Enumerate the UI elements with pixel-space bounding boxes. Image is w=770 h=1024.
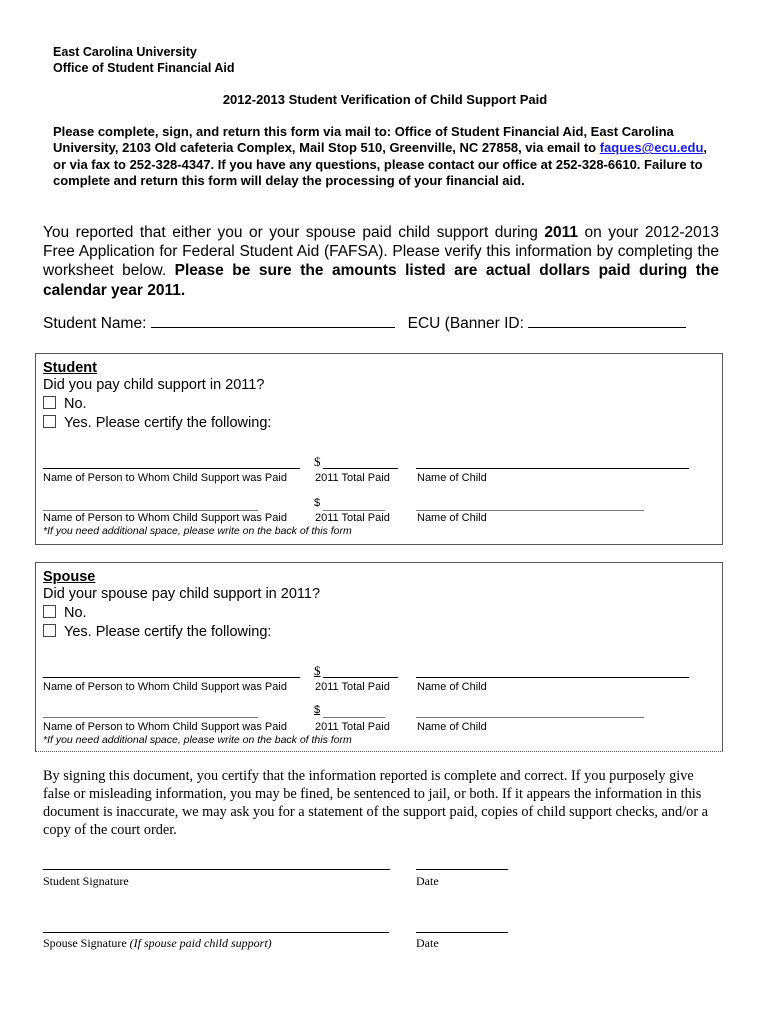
- student-option-yes-label: Yes. Please certify the following:: [64, 415, 272, 431]
- document-header: [53, 45, 235, 76]
- spouse-row2-person-field[interactable]: [43, 717, 258, 718]
- student-no-checkbox[interactable]: [43, 396, 56, 409]
- spouse-option-no: [43, 604, 320, 623]
- student-row2-amount-field[interactable]: [323, 510, 385, 511]
- dollar-sign: $: [314, 704, 321, 716]
- instructions: [53, 124, 719, 189]
- spouse-signature-field[interactable]: [43, 932, 389, 933]
- spouse-signature-qualifier: (If spouse paid child support): [129, 936, 272, 950]
- student-row1-person-field[interactable]: [43, 468, 300, 469]
- additional-space-note: *If you need additional space, please write on the back of this form: [43, 525, 352, 537]
- child-label: Name of Child: [417, 472, 487, 484]
- dollar-sign: $: [314, 454, 321, 469]
- student-row1-amount-field[interactable]: [323, 468, 398, 469]
- intro-text-2: on your 2012-2013 Free Application for Federal Student Aid (FAFSA). Please verify this information by completing the worksheet below.: [43, 224, 719, 280]
- spouse-question: Did your spouse pay child support in 2011?: [43, 586, 321, 602]
- child-label: Name of Child: [417, 512, 487, 524]
- student-option-yes: [43, 414, 271, 433]
- student-name-label: Student Name:: [43, 315, 147, 332]
- form-title: 2012-2013 Student Verification of Child Support Paid: [222, 92, 548, 107]
- intro-paragraph: [43, 223, 719, 300]
- amount-label: 2011 Total Paid: [315, 681, 390, 693]
- dollar-sign: $: [314, 663, 321, 678]
- amount-label: 2011 Total Paid: [315, 721, 390, 733]
- spouse-row1-person-field[interactable]: [43, 677, 300, 678]
- spouse-section-heading: Spouse: [43, 569, 96, 585]
- certification-paragraph: By signing this document, you certify that the information reported is complete and correct. If you purposely give false or misleading information, you may be fined, be sentenced to jail, or both. If it appears the information in this document is inaccurate, we may ask you for a statement of the support paid, copies of child support checks, and/or a copy of the court order.: [43, 768, 709, 838]
- person-label: Name of Person to Whom Child Support was Paid: [43, 721, 287, 733]
- person-label: Name of Person to Whom Child Support was Paid: [43, 472, 287, 484]
- student-question: Did you pay child support in 2011?: [43, 377, 265, 393]
- additional-space-note: *If you need additional space, please write on the back of this form: [43, 734, 352, 746]
- institution-name: East Carolina University: [53, 45, 197, 59]
- spouse-signature-label-text: Spouse Signature: [43, 936, 130, 950]
- identification-row: [43, 313, 686, 333]
- child-label: Name of Child: [417, 721, 487, 733]
- spouse-option-yes-label: Yes. Please certify the following:: [64, 624, 272, 640]
- banner-id-field[interactable]: [528, 313, 686, 328]
- student-date-field[interactable]: [416, 869, 508, 870]
- spouse-row1-amount-field[interactable]: [323, 677, 398, 678]
- spouse-row1-child-field[interactable]: [416, 677, 689, 678]
- spouse-section: [35, 562, 723, 752]
- spouse-no-checkbox[interactable]: [43, 605, 56, 618]
- spouse-signature-label: [43, 936, 272, 951]
- instructions-text-2: , or via fax to 252-328-4347. If you have any questions, please contact our office at 252-328-6610. Failure to complete and return this form will delay the processing of your financial aid.: [53, 140, 708, 188]
- spouse-yes-checkbox[interactable]: [43, 624, 56, 637]
- student-row2-child-field[interactable]: [416, 510, 644, 511]
- spouse-date-label: Date: [416, 936, 439, 950]
- person-label: Name of Person to Whom Child Support was Paid: [43, 681, 287, 693]
- student-section-heading: Student: [43, 360, 97, 376]
- student-row1-child-field[interactable]: [416, 468, 689, 469]
- amount-label: 2011 Total Paid: [315, 512, 390, 524]
- spouse-date-field[interactable]: [416, 932, 508, 933]
- child-label: Name of Child: [417, 681, 487, 693]
- office-name: Office of Student Financial Aid: [53, 60, 235, 75]
- student-option-no: [43, 395, 271, 414]
- student-option-no-label: No.: [64, 396, 87, 412]
- banner-id-label: ECU (Banner ID:: [407, 315, 524, 332]
- person-label: Name of Person to Whom Child Support was Paid: [43, 512, 287, 524]
- amount-label: 2011 Total Paid: [315, 472, 390, 484]
- intro-year: 2011: [544, 224, 578, 241]
- student-row2-person-field[interactable]: [43, 510, 258, 511]
- student-signature-field[interactable]: [43, 869, 390, 870]
- student-name-field[interactable]: [151, 313, 395, 328]
- student-section: [35, 353, 723, 545]
- intro-emphasis: Please be sure the amounts listed are actual dollars paid during the calendar year 2011.: [43, 262, 719, 299]
- spouse-option-yes: [43, 623, 320, 642]
- dollar-sign: $: [314, 497, 321, 509]
- spouse-row2-child-field[interactable]: [416, 717, 644, 718]
- spouse-option-no-label: No.: [64, 605, 87, 621]
- spouse-row2-amount-field[interactable]: [323, 717, 385, 718]
- student-signature-label: Student Signature: [43, 874, 129, 888]
- student-date-label: Date: [416, 874, 439, 888]
- intro-text-1: You reported that either you or your spouse paid child support during: [43, 224, 545, 241]
- instructions-text-1: Please complete, sign, and return this form via mail to: Office of Student Financial Aid, East Carolina University, 2103 Old cafeteria Complex, Mail Stop 510, Greenville, NC 27858, via email to: [53, 124, 674, 156]
- student-yes-checkbox[interactable]: [43, 415, 56, 428]
- email-link[interactable]: faques@ecu.edu: [599, 140, 704, 156]
